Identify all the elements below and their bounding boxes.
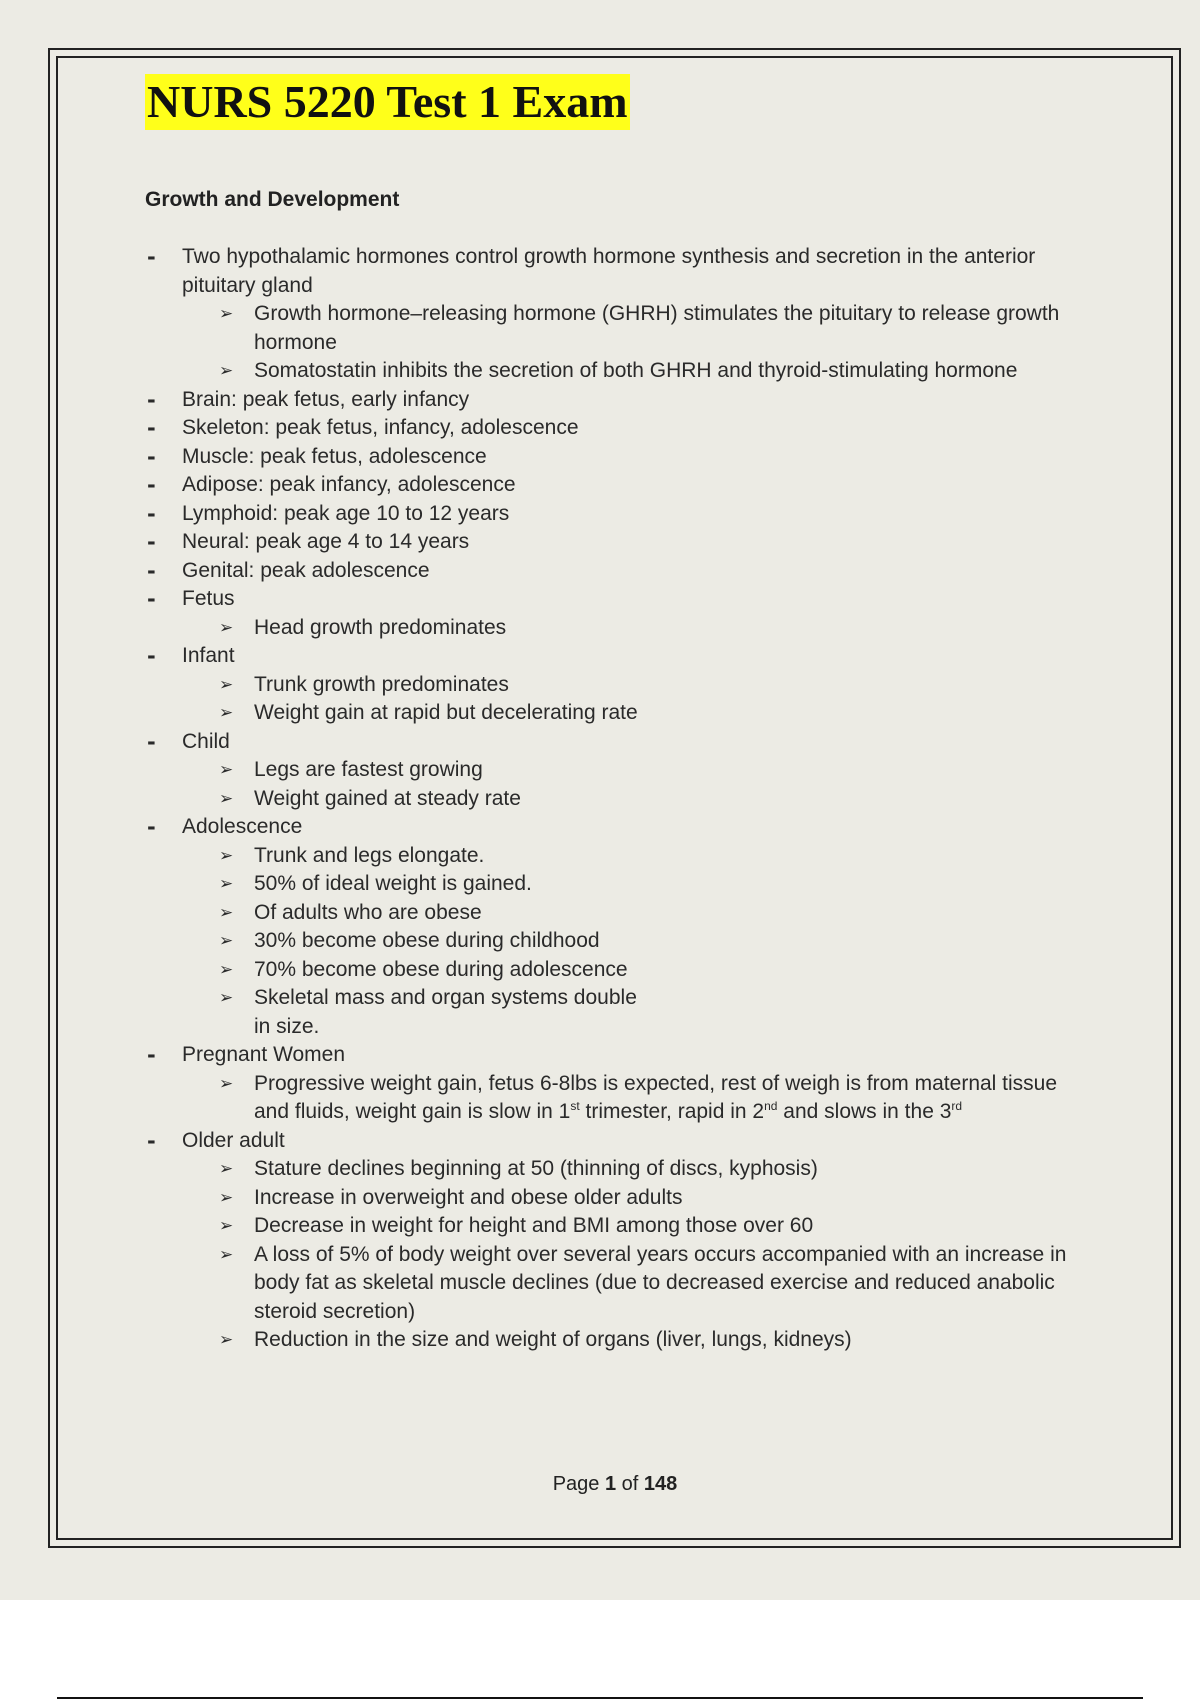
arrow-bullet-icon: ➢ [219, 845, 234, 866]
list-sub-item: ➢ Increase in overweight and obese older adults [145, 1184, 1095, 1213]
page-divider [57, 1697, 1143, 1699]
bullet-dash-icon: - [147, 444, 156, 469]
arrow-bullet-icon: ➢ [219, 931, 234, 951]
list-sub-item: ➢ Legs are fastest growing [145, 756, 1095, 785]
arrow-bullet-icon: ➢ [219, 1187, 234, 1208]
list-sub-item: ➢ Trunk growth predominates [145, 671, 1095, 700]
list-item: - Genital: peak adolescence [145, 557, 1095, 586]
list-item: - Two hypothalamic hormones control growth hormone synthesis and secretion in the anterior pituitary gland [147, 245, 1036, 297]
bullet-dash-icon: - [147, 729, 156, 754]
list-item: - Infant [145, 642, 1095, 671]
arrow-bullet-icon: ➢ [219, 361, 234, 381]
arrow-bullet-icon: ➢ [219, 988, 234, 1008]
arrow-bullet-icon: ➢ [219, 1244, 234, 1265]
arrow-bullet-icon: ➢ [219, 760, 234, 780]
list-sub-item: ➢ A loss of 5% of body weight over several years occurs accompanied with an increase in body fat as skeletal muscle declines (due to decreased exercise and reduced anabolic steroid secretion) [219, 1242, 1067, 1323]
list-item: - Skeleton: peak fetus, infancy, adolescence [145, 414, 1095, 443]
list-sub-item: ➢ Growth hormone–releasing hormone (GHRH) stimulates the pituitary to release growth hormone [219, 302, 1060, 354]
arrow-bullet-icon: ➢ [219, 1073, 234, 1094]
list-sub-item: ➢ Of adults who are obese [145, 899, 1095, 928]
notes-list [145, 243, 1095, 1355]
list-item: - Older adult [145, 1127, 1095, 1156]
list-sub-item: ➢ Head growth predominates [145, 614, 1095, 643]
bullet-dash-icon: - [147, 558, 156, 583]
section-heading: Growth and Development [145, 188, 400, 211]
list-sub-item: ➢ Progressive weight gain, fetus 6-8lbs is expected, rest of weigh is from maternal tissue and fluids, weight gain is slow in 1st trimester, rapid in 2nd and slows in the 3rd [219, 1071, 1058, 1123]
bullet-dash-icon: - [147, 1128, 156, 1153]
bullet-dash-icon: - [147, 416, 156, 440]
list-sub-item: ➢ 30% become obese during childhood [145, 927, 1095, 956]
document-title: NURS 5220 Test 1 Exam [145, 74, 630, 130]
list-sub-item: ➢ Stature declines beginning at 50 (thinning of discs, kyphosis) [145, 1155, 1095, 1184]
list-sub-item: ➢ Skeletal mass and organ systems double [145, 984, 1095, 1013]
list-sub-item: ➢ 50% of ideal weight is gained. [145, 870, 1095, 899]
list-sub-item: ➢ Somatostatin inhibits the secretion of both GHRH and thyroid-stimulating hormone [145, 357, 1095, 386]
bullet-dash-icon: - [147, 644, 156, 668]
arrow-bullet-icon: ➢ [219, 674, 234, 695]
arrow-bullet-icon: ➢ [219, 1159, 234, 1179]
arrow-bullet-icon: ➢ [219, 304, 234, 324]
arrow-bullet-icon: ➢ [219, 874, 234, 894]
bullet-dash-icon: - [147, 530, 156, 554]
bullet-dash-icon: - [147, 587, 156, 611]
arrow-bullet-icon: ➢ [219, 902, 234, 923]
list-item: - Muscle: peak fetus, adolescence [145, 443, 1095, 472]
list-item: - Brain: peak fetus, early infancy [145, 386, 1095, 415]
list-sub-item: ➢ Trunk and legs elongate. [145, 842, 1095, 871]
list-sub-item: ➢ 70% become obese during adolescence [145, 956, 1095, 985]
list-item: - Adolescence [145, 813, 1095, 842]
list-sub-item: ➢ Reduction in the size and weight of organs (liver, lungs, kidneys) [145, 1326, 1095, 1355]
list-sub-item: ➢ Decrease in weight for height and BMI among those over 60 [145, 1212, 1095, 1241]
bullet-dash-icon: - [147, 245, 156, 269]
arrow-bullet-icon: ➢ [219, 1330, 234, 1350]
arrow-bullet-icon: ➢ [219, 1216, 234, 1236]
arrow-bullet-icon: ➢ [219, 617, 234, 638]
list-item: - Lymphoid: peak age 10 to 12 years [145, 500, 1095, 529]
bullet-dash-icon: - [147, 473, 156, 497]
bullet-dash-icon: - [147, 387, 156, 412]
list-item: - Neural: peak age 4 to 14 years [145, 528, 1095, 557]
list-sub-item-continuation: in size. [254, 1014, 320, 1038]
bullet-dash-icon: - [147, 1043, 156, 1067]
list-sub-item: ➢ Weight gained at steady rate [145, 785, 1095, 814]
arrow-bullet-icon: ➢ [219, 703, 234, 723]
list-item: - Fetus [145, 585, 1095, 614]
bullet-dash-icon: - [147, 501, 156, 526]
list-item: - Pregnant Women [145, 1041, 1095, 1070]
arrow-bullet-icon: ➢ [219, 788, 234, 809]
bullet-dash-icon: - [147, 815, 156, 839]
list-item: - Child [145, 728, 1095, 757]
list-item: - Adipose: peak infancy, adolescence [145, 471, 1095, 500]
list-sub-item: ➢ Weight gain at rapid but decelerating rate [145, 699, 1095, 728]
arrow-bullet-icon: ➢ [219, 959, 234, 980]
page-number: Page 1 of 148 [552, 1473, 678, 1495]
